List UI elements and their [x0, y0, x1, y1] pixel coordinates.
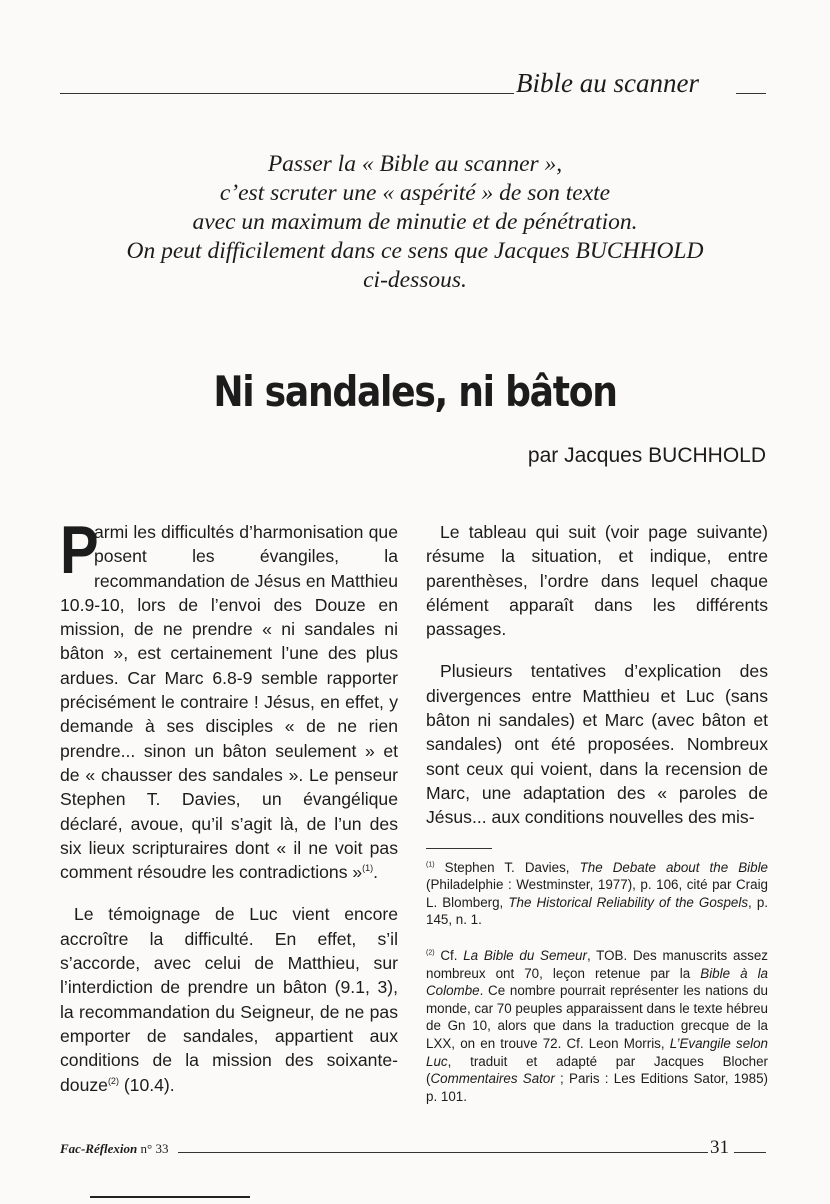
- intro-line: ci-dessous.: [363, 267, 467, 293]
- paragraph: Le tableau qui suit (voir page suivante) résume la situation, et indique, entre parenthèses, l’ordre dans lequel chaque élément apparaît dans les différents passages.: [426, 522, 768, 640]
- paragraph-text: armi les difficultés d’harmonisation que posent les évangiles, la recommandation de Jésus en Matthieu 10.9-10, lors de l’envoi des Douze en mission, de ne prendre « ni sandales ni bâton », est certainement l’une des plus ardues. Car Marc 6.8-9 semble rapporter précisément le contraire ! Jésus, en effet, y demande à ses disciples « de ne rien prendre... sinon un bâton seulement » et de « chausser des sandales ». Le penseur Stephen T. Davies, un évangélique déclaré, avoue, qu’il s’agit là, de l’un des six lieux scripturaires dont « il ne voit pas comment résoudre les contradictions »: [60, 522, 398, 883]
- intro-line: avec un maximum de minutie et de pénétration.: [192, 209, 638, 235]
- footnote-1: [426, 859, 768, 929]
- paragraph-text: Le témoignage de Luc vient encore accroître la difficulté. En effet, s’il s’accorde, avec celui de Matthieu, sur l’interdiction de prendre un bâton (9.1, 3), la recommandation du Seigneur, de ne pas emporter de sandales, appartient aux conditions de la mission des soixante-douze: [60, 904, 398, 1095]
- paragraph: Plusieurs tentatives d’explication des divergences entre Matthieu et Luc (sans bâton ni sandales) et Marc (avec bâton et sandales) ont été proposées. Nombreux sont ceux qui voient, dans la recension de Marc, une adaptation des « paroles de Jésus... aux conditions nouvelles des mis-: [426, 661, 768, 828]
- intro-text: [60, 150, 770, 295]
- page-number: 31: [710, 1137, 729, 1158]
- footer-rule: [178, 1152, 708, 1153]
- book-title: The Historical Reliability of the Gospels: [508, 894, 749, 910]
- footnote-text: Cf.: [434, 947, 464, 963]
- footnote-mark: (2): [426, 949, 435, 957]
- book-title: Bible à la Colombe: [426, 965, 768, 999]
- footnote-ref: (1): [362, 863, 374, 874]
- footnote-2: [426, 947, 768, 1105]
- book-title: L’Evangile selon Luc: [426, 1035, 769, 1069]
- paragraph: [60, 902, 398, 1096]
- right-column: [426, 520, 768, 1123]
- footnote-text: , p. 145, n. 1.: [426, 894, 769, 928]
- paragraph: [60, 512, 398, 884]
- book-title: La Bible du Semeur: [463, 947, 587, 963]
- article-byline: par Jacques BUCHHOLD: [527, 444, 766, 467]
- intro-line: c’est scruter une « aspérité » de son texte: [219, 180, 611, 206]
- header-rule: [60, 93, 514, 94]
- intro-line: On peut difficilement dans ce sens que Jacques BUCHHOLD: [126, 238, 704, 264]
- intro-line: Passer la « Bible au scanner »,: [267, 151, 563, 177]
- left-column: [60, 512, 398, 1115]
- footnote-text: . Ce nombre pourrait représenter les nations du monde, car 70 peuples apparaissent dans le texte hébreu de Gn 10, alors que dans la traduction grecque de la LXX, on en trouve 72. Cf. Leon Morris,: [426, 983, 768, 1051]
- book-title: The Debate about the Bible: [579, 859, 768, 875]
- footnote-text: Stephen T. Davies,: [434, 859, 580, 875]
- section-title: Bible au scanner: [516, 68, 699, 98]
- footnote-text: (Philadelphie : Westminster, 1977), p. 106, cité par Craig L. Blomberg,: [426, 877, 768, 910]
- footnote-mark: (1): [426, 861, 435, 869]
- magazine-name: Fac-Réflexion: [60, 1141, 138, 1156]
- footer-magazine: [60, 1140, 168, 1158]
- footnote-separator: [426, 848, 492, 849]
- paragraph-end: .: [373, 862, 379, 883]
- paragraph-end: (10.4).: [118, 1074, 175, 1095]
- header-rule-tail: [736, 93, 766, 94]
- footnote-text: , TOB. Des manuscrits assez nombreux ont 70, leçon retenue par la: [426, 947, 768, 981]
- article-title: Ni sandales, ni bâton: [213, 367, 617, 416]
- scan-edge-mark: [90, 1196, 250, 1198]
- book-title: Commentaires Sator: [430, 1071, 555, 1087]
- footnote-ref: (2): [107, 1075, 119, 1086]
- issue-number: n° 33: [137, 1141, 169, 1156]
- footer-rule-tail: [734, 1152, 766, 1153]
- drop-cap: P: [60, 512, 99, 588]
- footnote-text: ; Paris : Les Editions Sator, 1985) p. 101.: [426, 1071, 768, 1104]
- footnote-text: , traduit et adapté par Jacques Blocher (: [426, 1053, 768, 1087]
